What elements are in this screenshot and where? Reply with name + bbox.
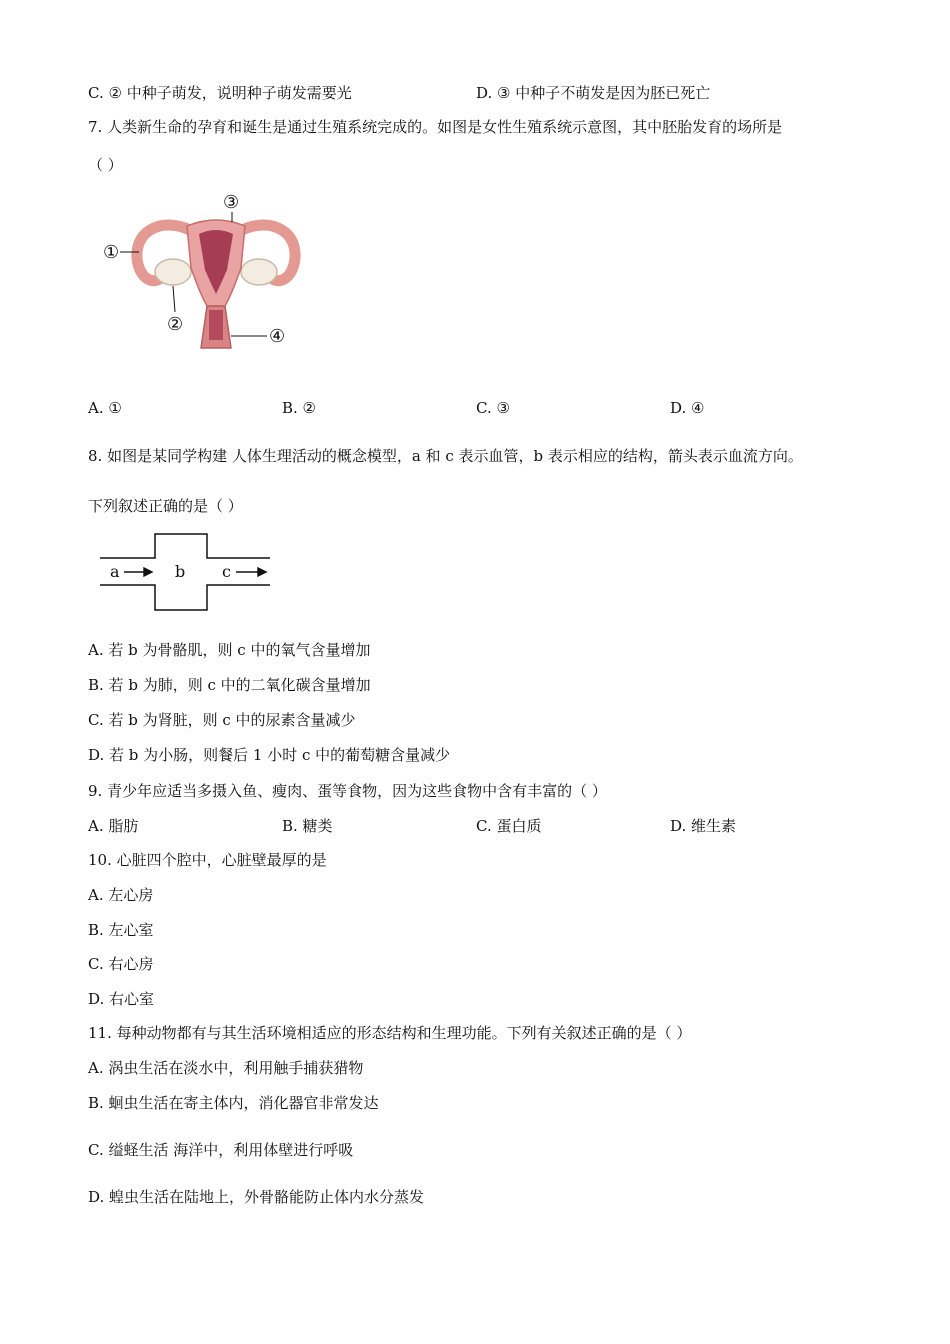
vessel-c-label: c [222,562,231,581]
figure-label-1: ① [103,242,120,263]
vessel-a-label: a [110,562,120,581]
q9-option-d: D. 维生素 [670,817,737,835]
q9-stem: 9. 青少年应适当多摄入鱼、瘦肉、蛋等食物，因为这些食物中含有丰富的（ ） [88,782,607,800]
q11-stem: 11. 每种动物都有与其生活环境相适应的形态结构和生理功能。下列有关叙述正确的是（ ） [88,1024,692,1042]
q7-option-a: A. ① [88,399,122,417]
q7-answer-paren: （ ） [88,156,123,174]
q10-option-c: C. 右心房 [88,955,154,973]
q10-option-b: B. 左心室 [88,921,154,939]
q10-option-d: D. 右心室 [88,990,155,1008]
q8-stem: 8. 如图是某同学构建 人体生理活动的概念模型，a 和 c 表示血管，b 表示相应的结构，箭头表示血流方向。 [88,447,803,465]
q8-option-a: A. 若 b 为骨骼肌，则 c 中的氧气含量增加 [88,641,371,659]
arrow-a [124,568,152,576]
q9-option-b: B. 糖类 [282,817,333,835]
q11-option-c: C. 缢蛏生活 海洋中，利用体壁进行呼吸 [88,1141,354,1159]
ovary-right [241,259,277,285]
q10-stem: 10. 心脏四个腔中，心脏壁最厚的是 [88,851,327,869]
figure-label-3: ③ [223,192,240,213]
q8-option-d: D. 若 b 为小肠，则餐后 1 小时 c 中的葡萄糖含量减少 [88,746,451,764]
female-reproductive-system-figure [95,188,335,358]
q11-option-d: D. 蝗虫生活在陆地上，外骨骼能防止体内水分蒸发 [88,1188,425,1206]
q7-option-c: C. ③ [476,399,510,417]
ovary-left [155,259,191,285]
q9-option-a: A. 脂肪 [88,817,139,835]
q6-option-d: D. ③ 中种子不萌发是因为胚已死亡 [476,84,711,102]
q7-stem: 7. 人类新生命的孕育和诞生是通过生殖系统完成的。如图是女性生殖系统示意图，其中胚胎发育的场所是 [88,118,783,136]
q9-option-c: C. 蛋白质 [476,817,542,835]
q7-option-b: B. ② [282,399,317,417]
q10-option-a: A. 左心房 [88,886,154,904]
figure-label-4: ④ [269,326,286,347]
q11-option-b: B. 蛔虫生活在寄主体内，消化器官非常发达 [88,1094,379,1112]
q8-stem-continued: 下列叙述正确的是（ ） [88,497,243,515]
blood-flow-concept-model-figure [98,532,274,612]
q8-option-c: C. 若 b 为肾脏，则 c 中的尿素含量减少 [88,711,356,729]
arrow-c [236,568,266,576]
structure-b-label: b [175,562,186,581]
q11-option-a: A. 涡虫生活在淡水中，利用触手捕获猎物 [88,1059,364,1077]
q7-option-d: D. ④ [670,399,705,417]
figure-label-2: ② [167,314,184,335]
q8-option-b: B. 若 b 为肺，则 c 中的二氧化碳含量增加 [88,676,371,694]
q6-option-c: C. ② 中种子萌发，说明种子萌发需要光 [88,84,352,102]
